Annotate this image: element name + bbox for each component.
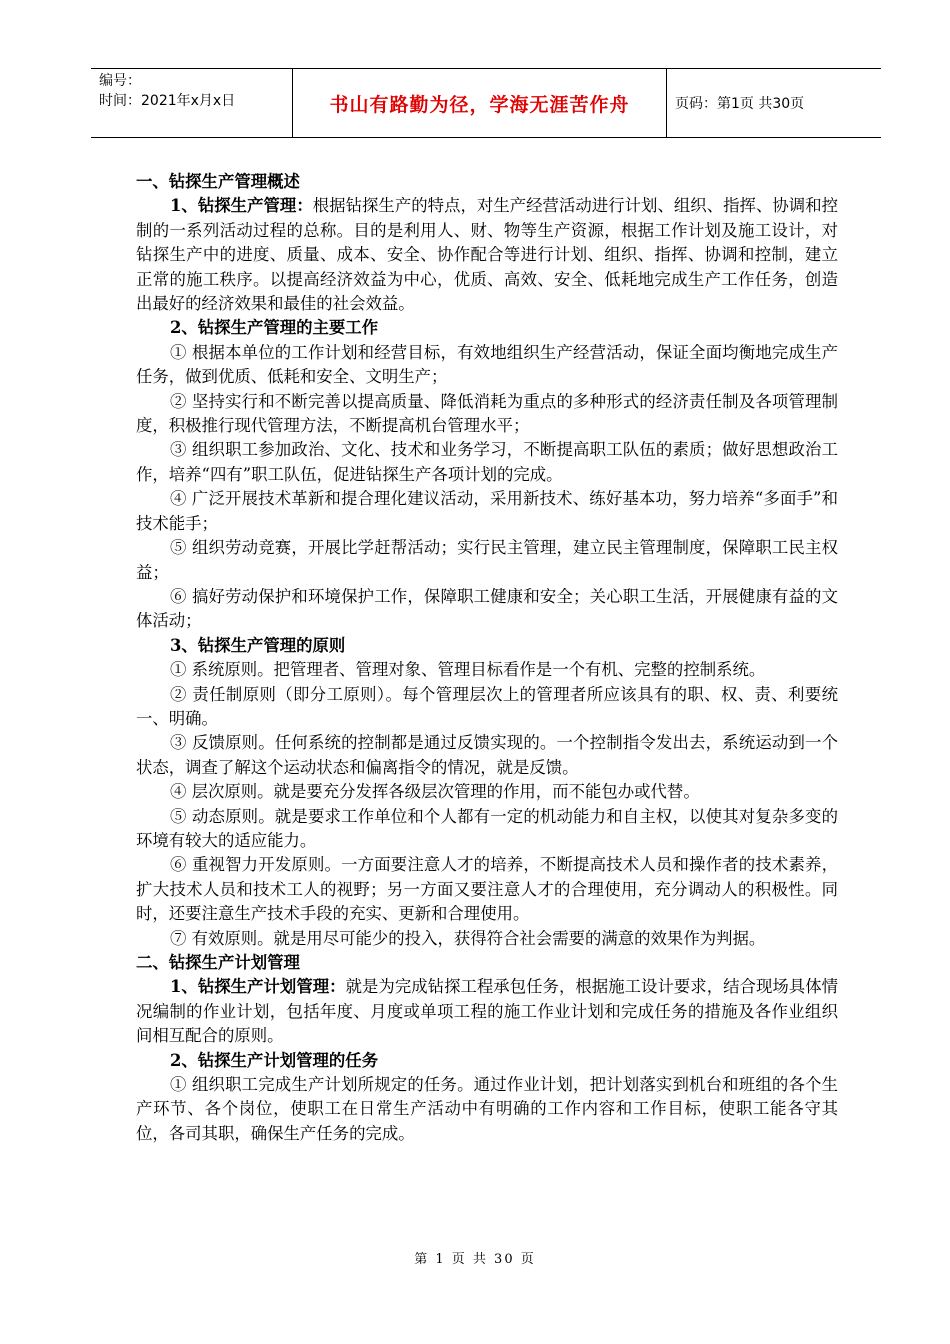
paragraph-text: ② 坚持实行和不断完善以提高质量、降低消耗为重点的多种形式的经济责任制及各项管理制度，积极推行现代管理方法，不断提高机台管理水平； [136,391,838,436]
paragraph-text: ③ 组织职工参加政治、文化、技术和业务学习，不断提高职工队伍的素质；做好思想政治工作，培养“四有”职工队伍，促进钻探生产各项计划的完成。 [136,440,838,484]
paragraph [136,853,838,926]
paragraph [136,683,838,732]
paragraph-text: ⑤ 动态原则。就是要求工作单位和个人都有一定的机动能力和自主权，以使其对复杂多变的环境有较大的适应能力。 [136,806,838,850]
section-heading: 二、钻探生产计划管理 [136,953,300,972]
header-meta [91,69,293,137]
paragraph [136,487,838,536]
paragraph-text: ④ 层次原则。就是要充分发挥各级层次管理的作用，而不能包办或代替。 [170,782,700,802]
paragraph [136,927,838,951]
paragraph-text: 就是为完成钻探工程承包任务，根据施工设计要求，结合现场具体情况编制的作业计划，包括年度、月度或单项工程的施工作业计划和完成任务的措施及各作业组织间相互配合的原则。 [136,977,838,1046]
time-label: 时间：2021年x月x日 [99,93,236,109]
paragraph [136,438,838,487]
paragraph-lead: 1、钻探生产计划管理： [170,977,346,997]
paragraph-text: ⑤ 组织劳动竞赛，开展比学赶帮活动；实行民主管理，建立民主管理制度，保障职工民主权益； [136,538,838,582]
paragraph [136,780,838,804]
number-label: 编号： [99,73,141,89]
paragraph-lead: 1、钻探生产管理： [170,196,313,216]
paragraph-text: ③ 反馈原则。任何系统的控制都是通过反馈实现的。一个控制指令发出去，系统运动到一个状态，调查了解这个运动状态和偏离指令的情况，就是反馈。 [136,733,838,777]
paragraph-text: 根据钻探生产的特点，对生产经营活动进行计划、组织、指挥、协调和控制的一系列活动过程的总称。目的是利用人、财、物等生产资源，根据工作计划及施工设计，对钻探生产中的进度、质量、成本、安全、协作配合等进行计划、组织、指挥、协调和控制，建立正常的施工秩序。以提高经济效益为中心，优质、高效、安全、低耗地完成生产工作任务，创造出最好的经济效果和最佳的社会效益。 [136,196,838,314]
header-page-info: 页码：第1页 共30页 [675,96,805,112]
page-footer: 第 1 页 共 30 页 [414,1252,536,1267]
subsection-heading: 3、钻探生产管理的原则 [170,635,346,655]
paragraph-text: ④ 广泛开展技术革新和提合理化建议活动，采用新技术、练好基本功，努力培养“多面手”和技术能手； [136,489,838,533]
section-heading: 一、钻探生产管理概述 [136,172,300,191]
paragraph-text: ① 组织职工完成生产计划所规定的任务。通过作业计划，把计划落实到机台和班组的各个生产环节、各个岗位，使职工在日常生产活动中有明确的工作内容和工作目标，使职工能各守其位，各司其职，确保生产任务的完成。 [136,1075,838,1143]
paragraph-text: ⑥ 搞好劳动保护和环境保护工作，保障职工健康和安全；关心职工生活，开展健康有益的文体活动； [136,586,838,631]
header-motto: 书山有路勤为径，学海无涯苦作舟 [293,69,667,137]
page-header [91,68,881,138]
paragraph [136,658,838,682]
paragraph [136,536,838,585]
subsection-heading: 2、钻探生产计划管理的任务 [170,1050,379,1070]
paragraph-text: ⑦ 有效原则。就是用尽可能少的投入，获得符合社会需要的满意的效果作为判据。 [170,928,766,948]
paragraph [136,194,838,316]
paragraph-text: ② 责任制原则（即分工原则）。每个管理层次上的管理者所应该具有的职、权、责、利要统一、明确。 [136,684,838,728]
paragraph [136,585,838,634]
paragraph-text: ① 根据本单位的工作计划和经营目标，有效地组织生产经营活动，保证全面均衡地完成生产任务，做到优质、低耗和安全、文明生产； [136,342,838,387]
paragraph [136,805,838,854]
paragraph-text: ① 系统原则。把管理者、管理对象、管理目标看作是一个有机、完整的控制系统。 [170,660,766,680]
paragraph [136,731,838,780]
paragraph-text: ⑥ 重视智力开发原则。一方面要注意人才的培养，不断提高技术人员和操作者的技术素养，扩大技术人员和技术工人的视野；另一方面又要注意人才的合理使用，充分调动人的积极性。同时，还要注意生产技术手段的充实、更新和合理使用。 [136,855,838,924]
paragraph [136,975,838,1048]
paragraph [136,390,838,439]
subsection-heading: 2、钻探生产管理的主要工作 [170,318,379,338]
paragraph [136,341,838,390]
paragraph [136,1073,838,1146]
document-body [136,170,838,1146]
